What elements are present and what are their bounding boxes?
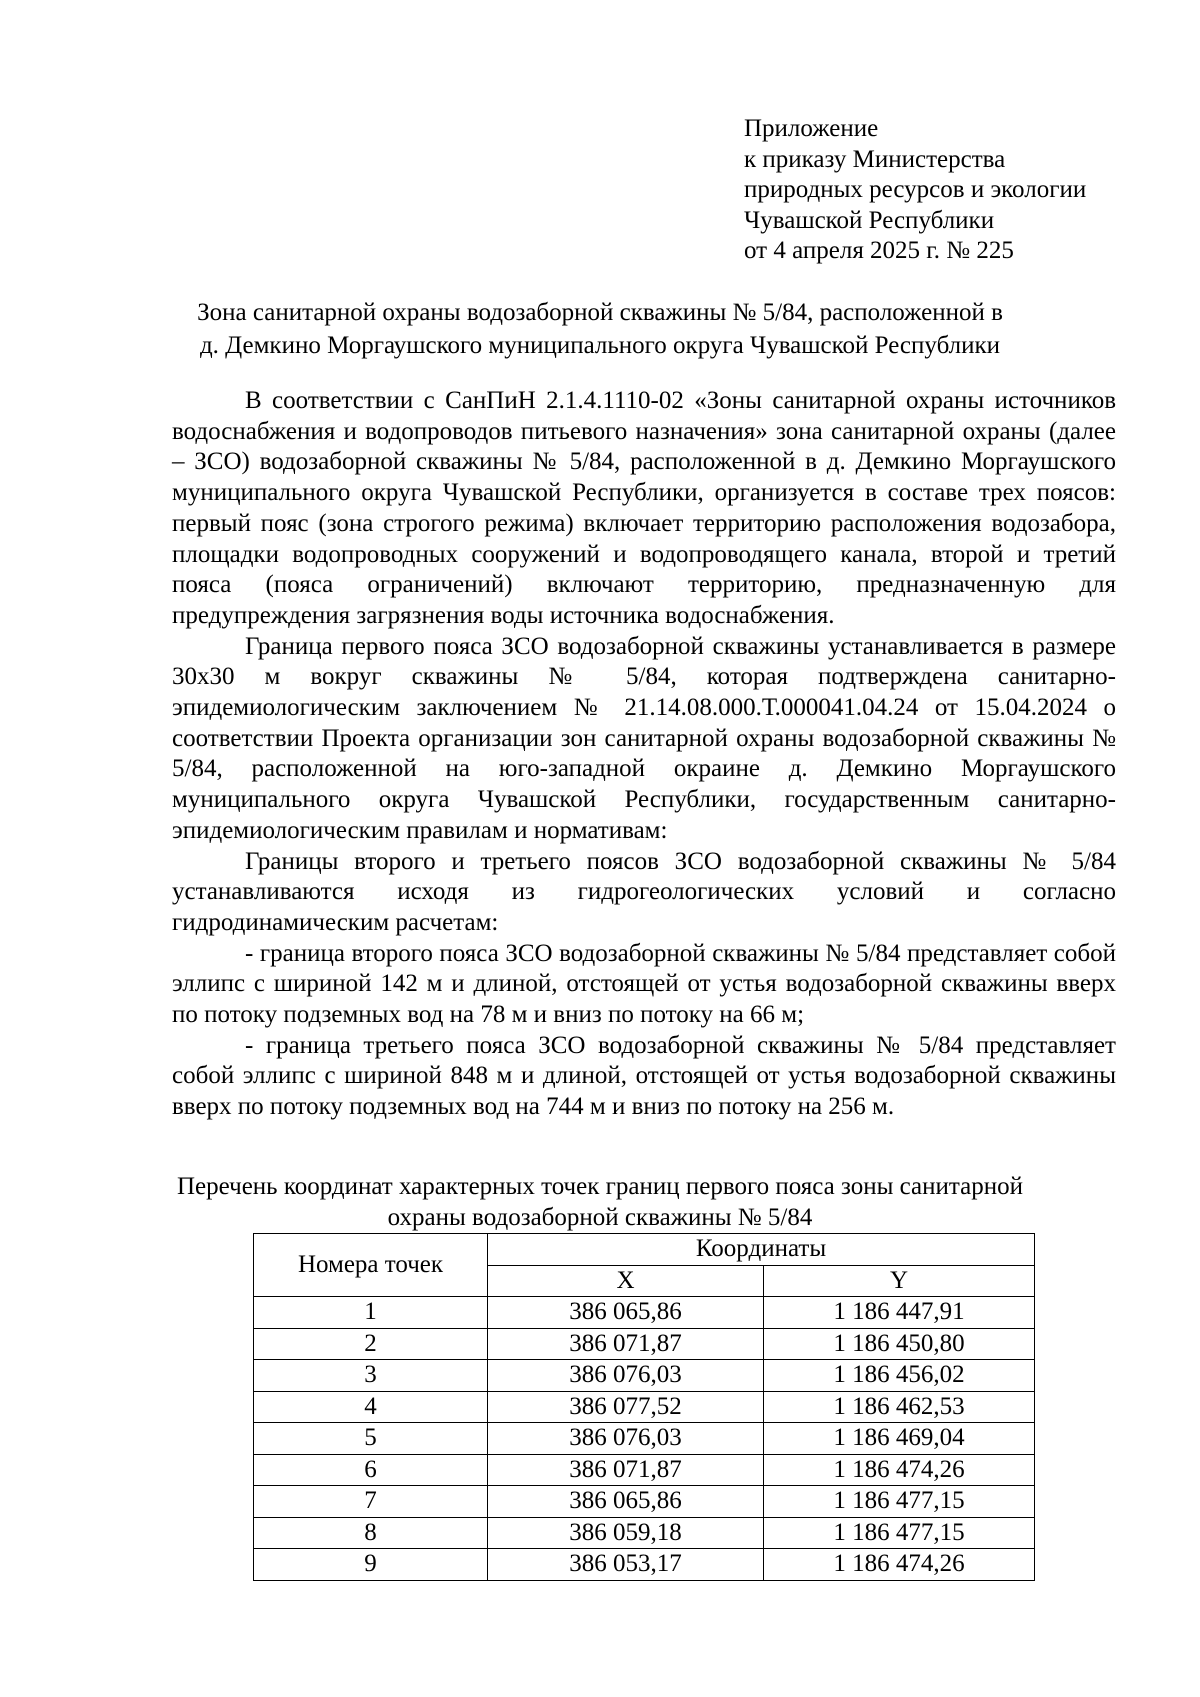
body-paragraph: Граница первого пояса ЗСО водозаборной скважины устанавливается в размере 30x30 м вокруг скважины № 5/84, которая подтверждена санитарно-эпидемиологическим заключением № 21.14.08.000.Т.000041.04.24 от 15.04.2024 о соответствии Проекта организации зон санитарной охраны водозаборной скважины № 5/84, расположенной на юго-западной окраине д. Демкино Моргаушского муниципального округа Чувашской Республики, государственным санитарно-эпидемиологическим правилам и нормативам: [172, 632, 1116, 844]
approval-line: Чувашской Республики [744, 206, 995, 234]
table-title-line: охраны водозаборной скважины № 5/84 [387, 1204, 813, 1231]
approval-line: к приказу Министерства [744, 145, 1006, 173]
coord-y: 1 186 469,04 [764, 1423, 1035, 1455]
header-coordinates: Координаты [488, 1234, 1035, 1266]
coord-y: 1 186 450,80 [764, 1328, 1035, 1360]
body-paragraph: - граница третьего пояса ЗСО водозаборной скважины № 5/84 представляет собой эллипс с шириной 848 м и длиной, отстоящей от устья водозаборной скважины вверх по потоку подземных вод на 744 м и вниз по потоку на 256 м. [172, 1031, 1116, 1121]
table-row [254, 1360, 1035, 1392]
coord-x: 386 065,86 [488, 1297, 764, 1329]
document-body [172, 386, 1116, 1123]
coord-x: 386 077,52 [488, 1391, 764, 1423]
table-row [254, 1423, 1035, 1455]
coord-y: 1 186 474,26 [764, 1549, 1035, 1581]
table-row [254, 1297, 1035, 1329]
coordinates-table [253, 1233, 1035, 1581]
coord-y: 1 186 477,15 [764, 1486, 1035, 1518]
table-header-row [254, 1234, 1035, 1266]
header-x: X [488, 1265, 764, 1297]
point-number: 7 [254, 1486, 488, 1518]
table-title-line: Перечень координат характерных точек границ первого пояса зоны санитарной [177, 1173, 1023, 1200]
table-row [254, 1454, 1035, 1486]
point-number: 5 [254, 1423, 488, 1455]
coord-x: 386 076,03 [488, 1360, 764, 1392]
body-paragraph: Границы второго и третьего поясов ЗСО водозаборной скважины № 5/84 устанавливаются исходя из гидрогеологических условий и согласно гидродинамическим расчетам: [172, 847, 1116, 936]
approval-line: природных ресурсов и экологии [744, 176, 1087, 203]
point-number: 9 [254, 1549, 488, 1581]
coord-x: 386 065,86 [488, 1486, 764, 1518]
point-number: 3 [254, 1360, 488, 1392]
coord-x: 386 059,18 [488, 1517, 764, 1549]
header-points: Номера точек [254, 1234, 488, 1297]
approval-line: Приложение [744, 115, 879, 142]
body-paragraph: - граница второго пояса ЗСО водозаборной скважины № 5/84 представляет собой эллипс с шириной 142 м и длиной, отстоящей от устья водозаборной скважины вверх по потоку подземных вод на 78 м и вниз по потоку на 66 м; [172, 939, 1116, 1029]
point-number: 4 [254, 1391, 488, 1423]
point-number: 6 [254, 1454, 488, 1486]
document-title [150, 296, 1050, 362]
table-row [254, 1517, 1035, 1549]
table-row [254, 1549, 1035, 1581]
point-number: 8 [254, 1517, 488, 1549]
header-y: Y [764, 1265, 1035, 1297]
coord-x: 386 071,87 [488, 1454, 764, 1486]
coord-y: 1 186 462,53 [764, 1391, 1035, 1423]
coord-y: 1 186 447,91 [764, 1297, 1035, 1329]
body-paragraph: В соответствии с СанПиН 2.1.4.1110-02 «Зоны санитарной охраны источников водоснабжения и водопроводов питьевого назначения» зона санитарной охраны (далее – ЗСО) водозаборной скважины № 5/84, расположенной в д. Демкино Моргаушского муниципального округа Чувашской Республики, организуется в составе трех поясов: первый пояс (зона строгого режима) включает территорию расположения водозабора, площадки водопроводных сооружений и водопроводящего канала, второй и третий пояса (пояса ограничений) включают территорию, предназначенную для предупреждения загрязнения воды источника водоснабжения. [172, 387, 1116, 629]
approval-line: от 4 апреля 2025 г. № 225 [744, 237, 1014, 264]
point-number: 1 [254, 1297, 488, 1329]
coord-x: 386 071,87 [488, 1328, 764, 1360]
coord-y: 1 186 456,02 [764, 1360, 1035, 1392]
point-number: 2 [254, 1328, 488, 1360]
coord-x: 386 053,17 [488, 1549, 764, 1581]
coord-x: 386 076,03 [488, 1423, 764, 1455]
table-title [150, 1171, 1050, 1233]
coord-y: 1 186 477,15 [764, 1517, 1035, 1549]
approval-block [744, 114, 1144, 267]
table-row [254, 1486, 1035, 1518]
coord-y: 1 186 474,26 [764, 1454, 1035, 1486]
table-row [254, 1328, 1035, 1360]
title-line: Зона санитарной охраны водозаборной скважины № 5/84, расположенной в [197, 299, 1003, 326]
title-line: д. Демкино Моргаушского муниципального округа Чувашской Республики [199, 332, 1001, 359]
table-row [254, 1391, 1035, 1423]
